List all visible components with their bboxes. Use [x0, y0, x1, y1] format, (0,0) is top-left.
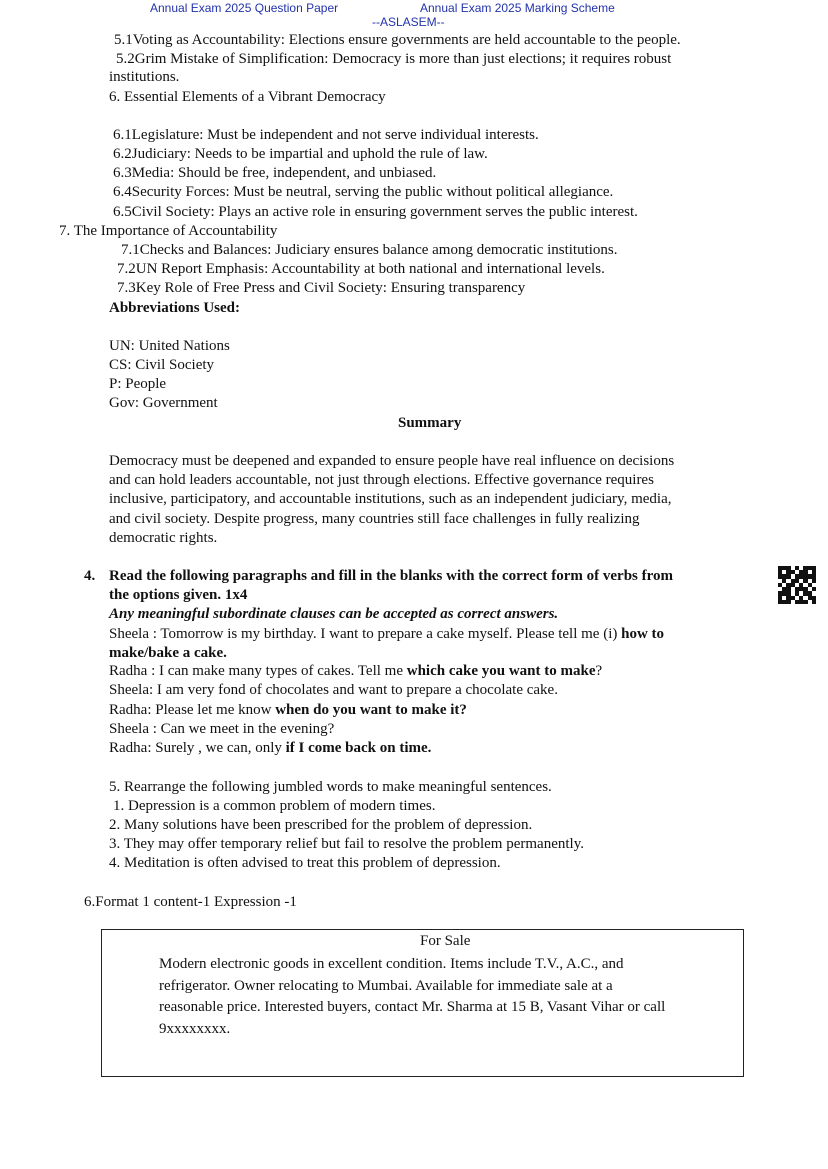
text-line: 6.3Media: Should be free, independent, and unbiased.	[113, 165, 437, 181]
abbreviation: Gov: Government	[109, 395, 218, 411]
answer: if I come back on time.	[285, 740, 432, 756]
text-line: 5.1Voting as Accountability: Elections ensure governments are held accountable to the people.	[114, 32, 681, 48]
summary-line: democratic rights.	[109, 530, 218, 546]
text-line: 7.2UN Report Emphasis: Accountability at both national and international levels.	[117, 261, 605, 277]
answer: make/bake a cake.	[109, 645, 227, 661]
abbreviation: CS: Civil Society	[109, 357, 215, 373]
summary-title: Summary	[398, 415, 462, 431]
sentence: 3. They may offer temporary relief but fail to resolve the problem permanently.	[109, 836, 584, 852]
notice-line: reasonable price. Interested buyers, contact Mr. Sharma at 15 B, Vasant Vihar or call	[159, 999, 666, 1015]
marking-note: Any meaningful subordinate clauses can be accepted as correct answers.	[109, 606, 559, 622]
notice-line: Modern electronic goods in excellent condition. Items include T.V., A.C., and	[159, 956, 624, 972]
text-line: institutions.	[109, 69, 180, 85]
header-title: Annual Exam 2025 Question Paper	[150, 1, 339, 15]
text-line: 5.2Grim Mistake of Simplification: Democracy is more than just elections; it requires robust	[116, 51, 672, 67]
dialogue-line: Sheela : Can we meet in the evening?	[109, 721, 335, 737]
dialogue-line	[109, 625, 664, 643]
dialogue-line: Sheela: I am very fond of chocolates and want to prepare a chocolate cake.	[109, 682, 558, 698]
dialogue-text: Radha : I can make many types of cakes. Tell me	[109, 663, 407, 679]
section-heading: 7. The Importance of Accountability	[59, 223, 278, 239]
dialogue-text: Radha: Surely , we can, only	[109, 740, 286, 756]
abbreviation: P: People	[109, 376, 167, 392]
header-subtitle: --ASLASEM--	[372, 15, 445, 29]
question-text: Read the following paragraphs and fill in the blanks with the correct form of verbs from	[109, 568, 674, 584]
dialogue-line	[109, 701, 467, 719]
answer: when do you want to make it?	[275, 702, 467, 718]
summary-line: and civil society. Despite progress, many countries still face challenges in fully realizing	[109, 511, 640, 527]
notice-line: 9xxxxxxxx.	[159, 1021, 231, 1037]
abbreviation: UN: United Nations	[109, 338, 230, 354]
dialogue-text: Radha: Please let me know	[109, 702, 276, 718]
question-6-title: 6.Format 1 content-1 Expression -1	[84, 894, 297, 910]
summary-line: inclusive, participatory, and accountable institutions, such as an independent judiciary, media,	[109, 491, 672, 507]
sentence: 1. Depression is a common problem of modern times.	[113, 798, 436, 814]
dialogue-line	[109, 662, 602, 680]
abbreviations-title: Abbreviations Used:	[109, 300, 240, 316]
summary-line: and can hold leaders accountable, not just through elections. Effective governance requires	[109, 472, 654, 488]
dialogue-line	[109, 739, 431, 757]
text-line: 6.2Judiciary: Needs to be impartial and uphold the rule of law.	[113, 146, 488, 162]
section-heading: 6. Essential Elements of a Vibrant Democracy	[109, 89, 386, 105]
question-text: the options given. 1x4	[109, 587, 248, 603]
dialogue-text: ?	[595, 663, 603, 679]
text-line: 6.4Security Forces: Must be neutral, serving the public without political allegiance.	[113, 184, 614, 200]
dialogue-text: Sheela : Tomorrow is my birthday. I want to prepare a cake myself. Please tell me (i)	[109, 626, 622, 642]
answer: which cake you want to make	[406, 663, 596, 679]
text-line: 6.1Legislature: Must be independent and not serve individual interests.	[113, 127, 539, 143]
notice-line: refrigerator. Owner relocating to Mumbai. Available for immediate sale at a	[159, 978, 613, 994]
qr-code-icon	[778, 566, 816, 604]
summary-line: Democracy must be deepened and expanded to ensure people have real influence on decisions	[109, 453, 675, 469]
question-number: 4.	[84, 568, 96, 584]
answer: how to	[621, 626, 665, 642]
text-line: 6.5Civil Society: Plays an active role in ensuring government serves the public interest.	[113, 204, 638, 220]
text-line: 7.3Key Role of Free Press and Civil Society: Ensuring transparency	[117, 280, 526, 296]
header-title-overlay: Annual Exam 2025 Marking Scheme	[420, 1, 615, 15]
notice-title: For Sale	[420, 933, 471, 949]
question-5-title: 5. Rearrange the following jumbled words to make meaningful sentences.	[109, 779, 552, 795]
sentence: 2. Many solutions have been prescribed for the problem of depression.	[109, 817, 533, 833]
sentence: 4. Meditation is often advised to treat this problem of depression.	[109, 855, 501, 871]
text-line: 7.1Checks and Balances: Judiciary ensures balance among democratic institutions.	[121, 242, 618, 258]
